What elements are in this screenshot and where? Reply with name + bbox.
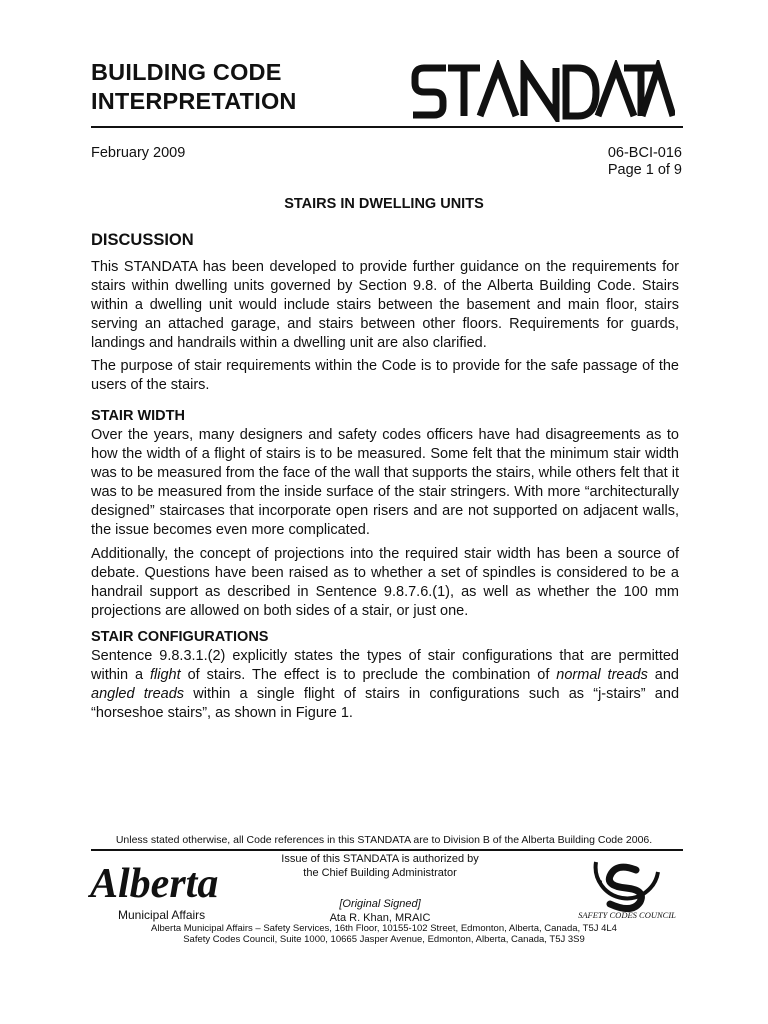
text-run: and [647, 667, 679, 683]
document-reference [608, 145, 682, 179]
emphasis-normal-treads: normal treads [556, 667, 648, 683]
address-block [0, 923, 768, 945]
paragraph-text: This STANDATA has been developed to provide further guidance on the requirements for stairs within dwelling units governed by Section 9.8. of the Alberta Building Code. Stairs within a dwelling unit would include stairs between the basement and main floor, stairs serving an attached garage, and stairs between other floors. Requirements for guards, landings and handrails within a dwelling unit are also clarified. [91, 259, 679, 351]
paragraph-text [91, 647, 679, 723]
emphasis-angled-treads: angled treads [91, 686, 185, 702]
alberta-logo-wordmark: Alberta [90, 861, 219, 907]
stair-configurations-section [91, 628, 679, 723]
safety-codes-council-logo [566, 858, 688, 922]
original-signed: [Original Signed] [339, 898, 421, 910]
text-run: within a single flight of stairs in configurations such as “j-stairs” and “horseshoe stairs”, as shown in Figure 1. [91, 686, 680, 721]
discussion-paragraph-2 [91, 357, 679, 395]
header-title [91, 58, 297, 116]
signer-name: Ata R. Khan, MRAIC [329, 912, 431, 924]
paragraph-text: Over the years, many designers and safety codes officers have had disagreements as to how the width of a flight of stairs is to be measured. Some felt that the minimum stair width was to be measured from the face of the wall that supports the stairs, while others felt that it was to be measured from the inside surface of the stair stringers. With more “architecturally designed” staircases that incorporate open risers and are not supported on adjacent walls, the issue becomes even more complicated. [91, 427, 679, 538]
emphasis-flight: flight [150, 667, 181, 683]
document-title: STAIRS IN DWELLING UNITS [284, 196, 484, 212]
alberta-logo-subtitle: Municipal Affairs [118, 908, 206, 922]
signature-block [230, 897, 530, 925]
paragraph-text: The purpose of stair requirements within the Code is to provide for the safe passage of the users of the stairs. [91, 358, 679, 393]
stair-configurations-heading: STAIR CONFIGURATIONS [91, 629, 269, 645]
publish-date: February 2009 [91, 145, 186, 161]
projections-paragraph [91, 545, 679, 621]
document-id: 06-BCI-016 [607, 145, 682, 161]
page-indicator: Page 1 of 9 [607, 162, 682, 178]
header-title-line1: BUILDING CODE [91, 59, 282, 85]
header-title-line2: INTERPRETATION [91, 88, 297, 114]
authorization-line-1: Issue of this STANDATA is authorized by [281, 853, 479, 865]
footer-rule [91, 849, 683, 851]
authorization-line-2: the Chief Building Administrator [303, 867, 457, 879]
text-run: Sentence 9.8.3.1.(2) explicitly states the types of stair configurations that are permitted within a [91, 648, 679, 683]
address-line-2: Safety Codes Council, Suite 1000, 10665 Jasper Avenue, Edmonton, Alberta, Canada, T5J 3S9 [183, 934, 585, 945]
address-line-1: Alberta Municipal Affairs – Safety Services, 16th Floor, 10155-102 Street, Edmonton, Alberta, Canada, T5J 4L4 [151, 923, 617, 934]
paragraph-text: Additionally, the concept of projections into the required stair width has been a source of debate. Questions have been raised as to whether a set of spindles is considered to be a handrail support as described in Sentence 9.8.7.6.(1), as well as whether the 100 mm projections are allowed on both sides of a stair, or just one. [91, 546, 679, 619]
authorization-block [230, 852, 530, 880]
alberta-logo [88, 855, 228, 925]
discussion-heading: DISCUSSION [91, 231, 194, 249]
text-run: of stairs. The effect is to preclude the combination of [180, 667, 557, 683]
scc-logo-text: SAFETY CODES COUNCIL [578, 910, 676, 920]
discussion-paragraph-1 [91, 258, 679, 353]
standata-logo [410, 60, 675, 122]
header-rule [91, 126, 683, 128]
stair-width-heading: STAIR WIDTH [91, 408, 185, 424]
stair-width-section [91, 407, 679, 540]
code-reference-note: Unless stated otherwise, all Code references in this STANDATA are to Division B of the Alberta Building Code 2006. [115, 834, 653, 846]
